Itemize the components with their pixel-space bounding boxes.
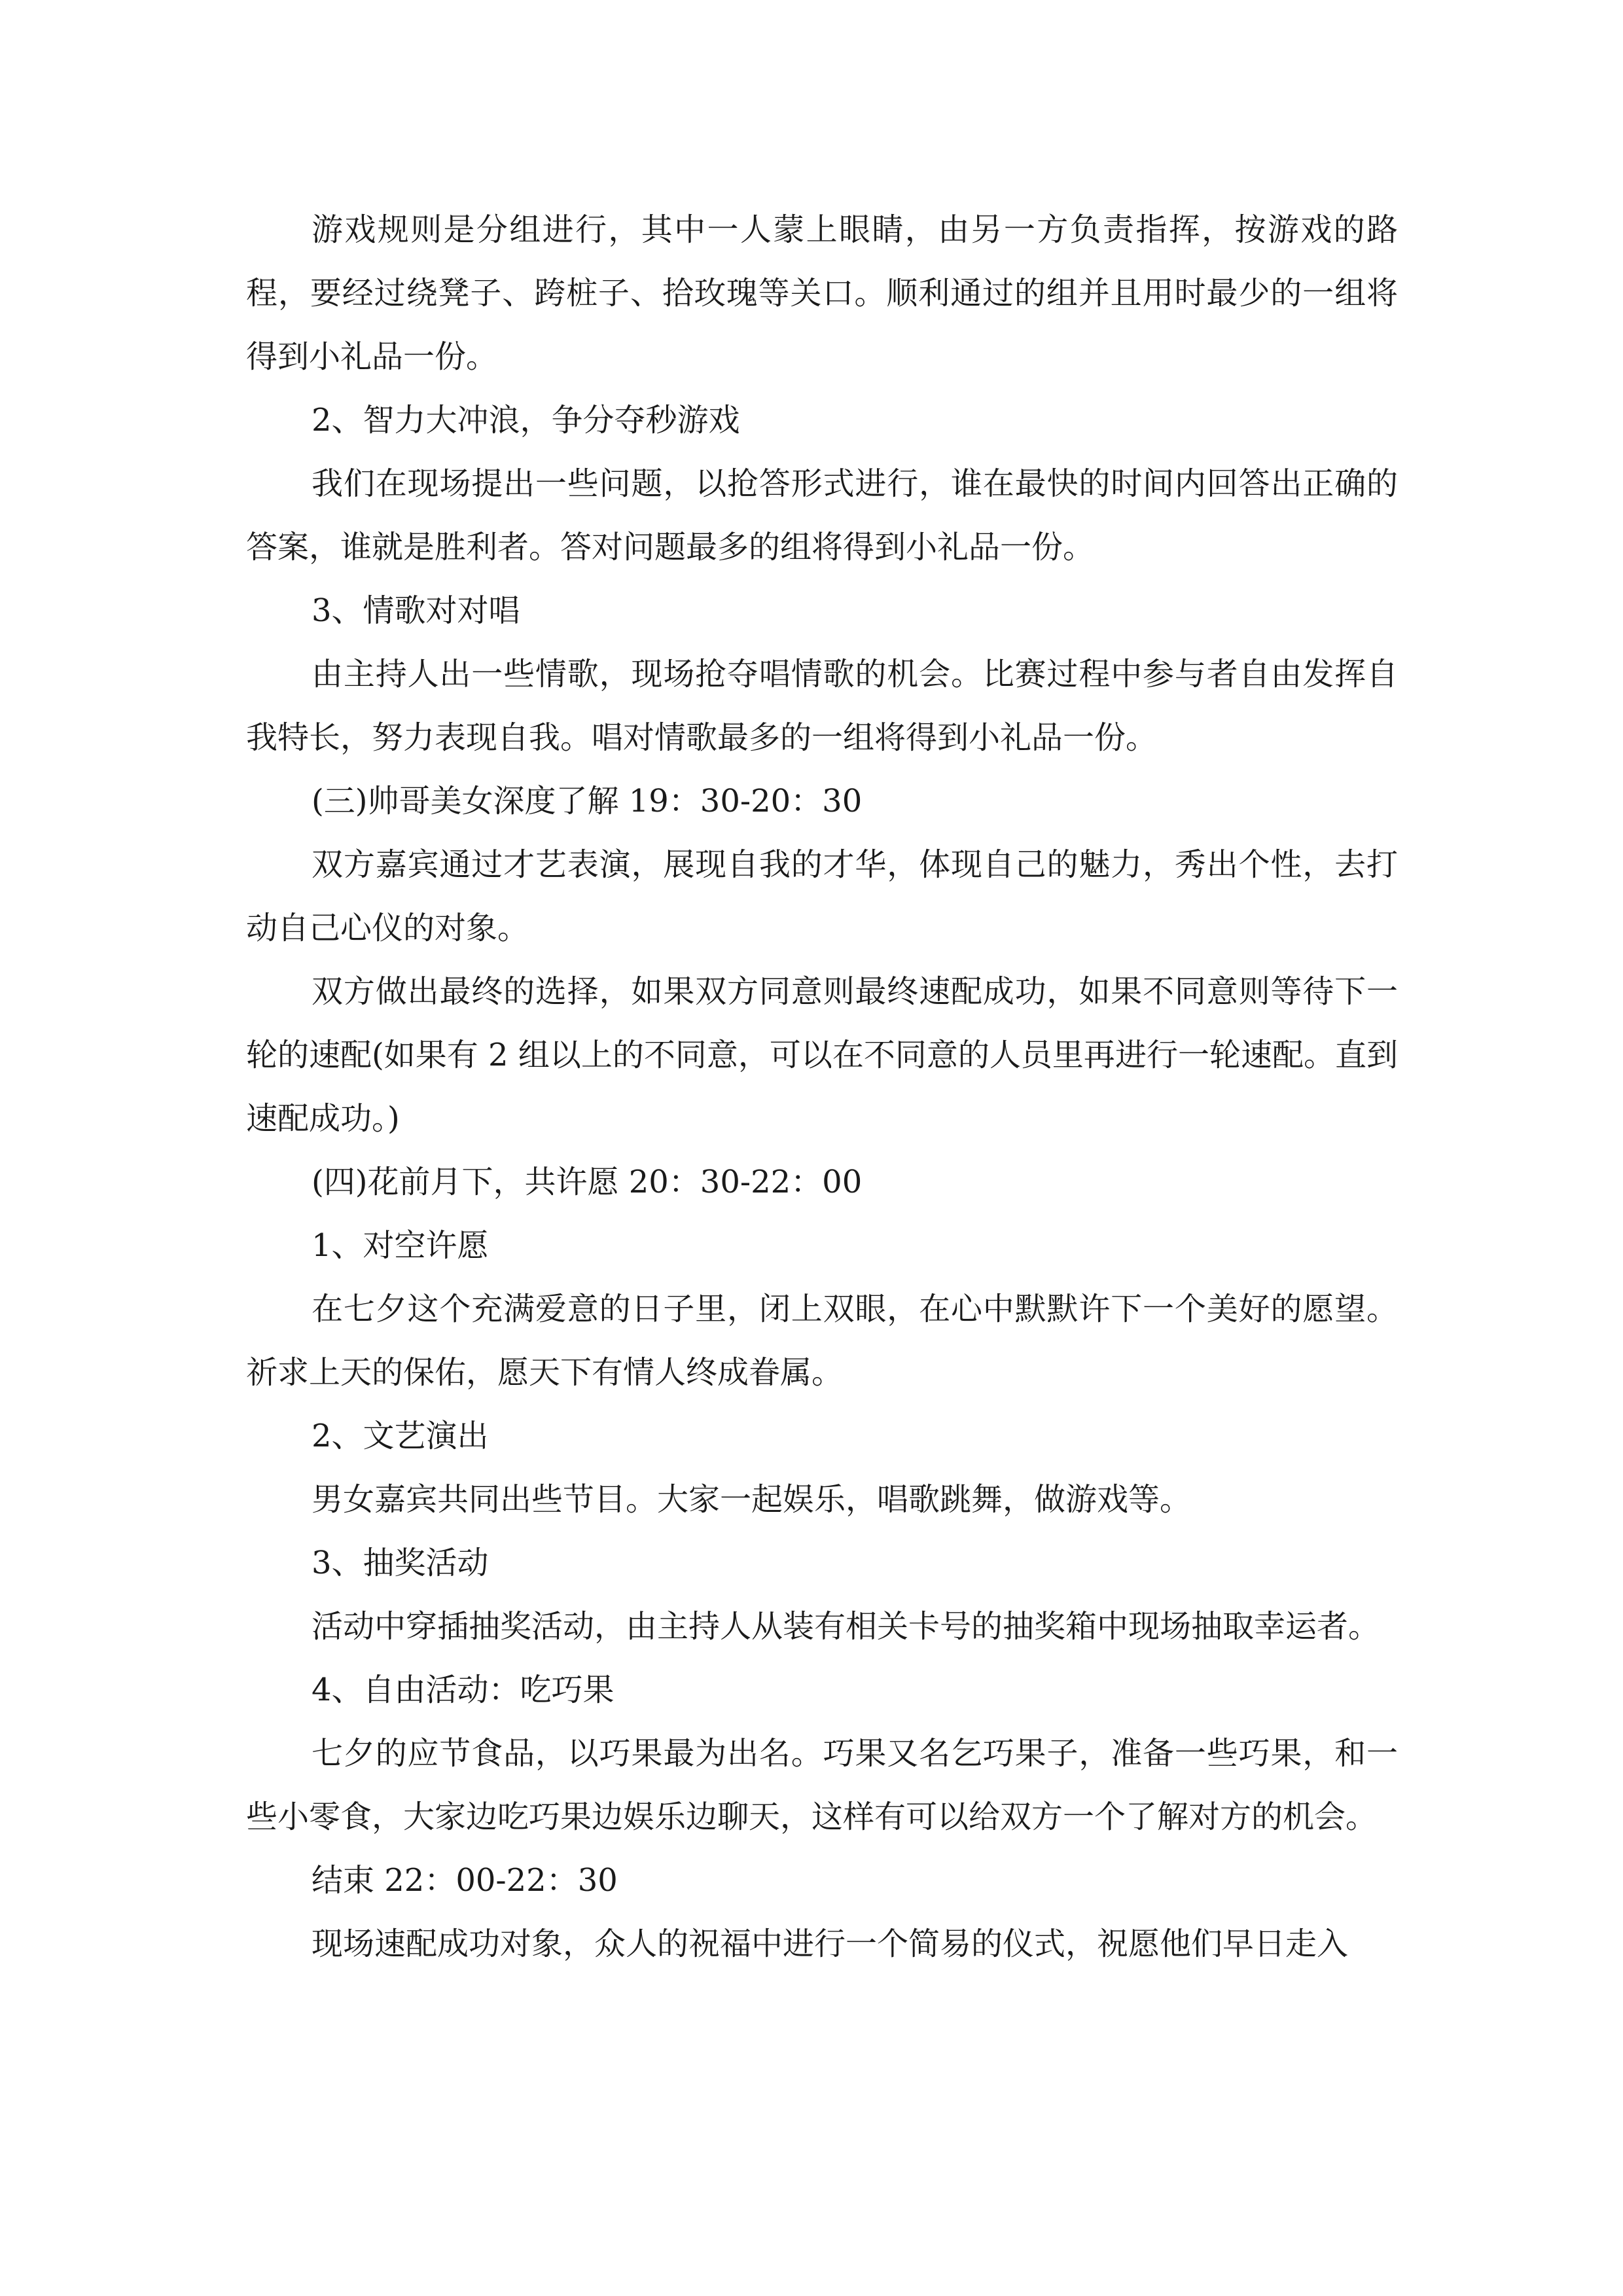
paragraph-lottery-description: 活动中穿插抽奖活动，由主持人从装有相关卡号的抽奖箱中现场抽取幸运者。 <box>312 1608 1380 1645</box>
document-body <box>246 198 1398 1976</box>
paragraph-performance-description: 男女嘉宾共同出些节目。大家一起娱乐，唱歌跳舞，做游戏等。 <box>312 1481 1192 1518</box>
section-heading-deep-understanding: (三)帅哥美女深度了解 19：30-20：30 <box>312 783 863 819</box>
heading-quiz-game: 2、智力大冲浪，争分夺秒游戏 <box>312 402 740 439</box>
paragraph-love-song-description: 由主持人出一些情歌，现场抢夺唱情歌的机会。比赛过程中参与者自由发挥自我特长，努力表现自我。唱对情歌最多的一组将得到小礼品一份。 <box>246 656 1398 756</box>
paragraph-quiz-description: 我们在现场提出一些问题，以抢答形式进行，谁在最快的时间内回答出正确的答案，谁就是胜利者。答对问题最多的组将得到小礼品一份。 <box>246 465 1398 565</box>
paragraph-wish-description: 在七夕这个充满爱意的日子里，闭上双眼，在心中默默许下一个美好的愿望。祈求上天的保佑，愿天下有情人终成眷属。 <box>246 1291 1398 1391</box>
heading-lottery: 3、抽奖活动 <box>312 1545 489 1581</box>
paragraph-ending-description: 现场速配成功对象，众人的祝福中进行一个简易的仪式，祝愿他们早日走入 <box>312 1926 1349 1962</box>
paragraph-game-rules: 游戏规则是分组进行，其中一人蒙上眼睛，由另一方负责指挥，按游戏的路程，要经过绕凳子、跨桩子、拾玫瑰等关口。顺利通过的组并且用时最少的一组将得到小礼品一份。 <box>246 211 1398 375</box>
heading-ending: 结束 22：00-22：30 <box>312 1862 618 1899</box>
heading-love-song-duet: 3、情歌对对唱 <box>312 592 520 629</box>
section-heading-moonlight-wishes: (四)花前月下，共许愿 20：30-22：00 <box>312 1164 863 1200</box>
heading-wish-to-sky: 1、对空许愿 <box>312 1227 489 1264</box>
paragraph-qiaoguo-description: 七夕的应节食品，以巧果最为出名。巧果又名乞巧果子，准备一些巧果，和一些小零食，大家边吃巧果边娱乐边聊天，这样有可以给双方一个了解对方的机会。 <box>246 1735 1398 1835</box>
heading-performance: 2、文艺演出 <box>312 1418 489 1454</box>
paragraph-talent-show: 双方嘉宾通过才艺表演，展现自我的才华，体现自己的魅力，秀出个性，去打动自己心仪的对象。 <box>246 846 1398 946</box>
paragraph-final-choice: 双方做出最终的选择，如果双方同意则最终速配成功，如果不同意则等待下一轮的速配(如果有 2 组以上的不同意，可以在不同意的人员里再进行一轮速配。直到速配成功。) <box>246 973 1398 1137</box>
heading-free-activity: 4、自由活动：吃巧果 <box>312 1672 615 1708</box>
